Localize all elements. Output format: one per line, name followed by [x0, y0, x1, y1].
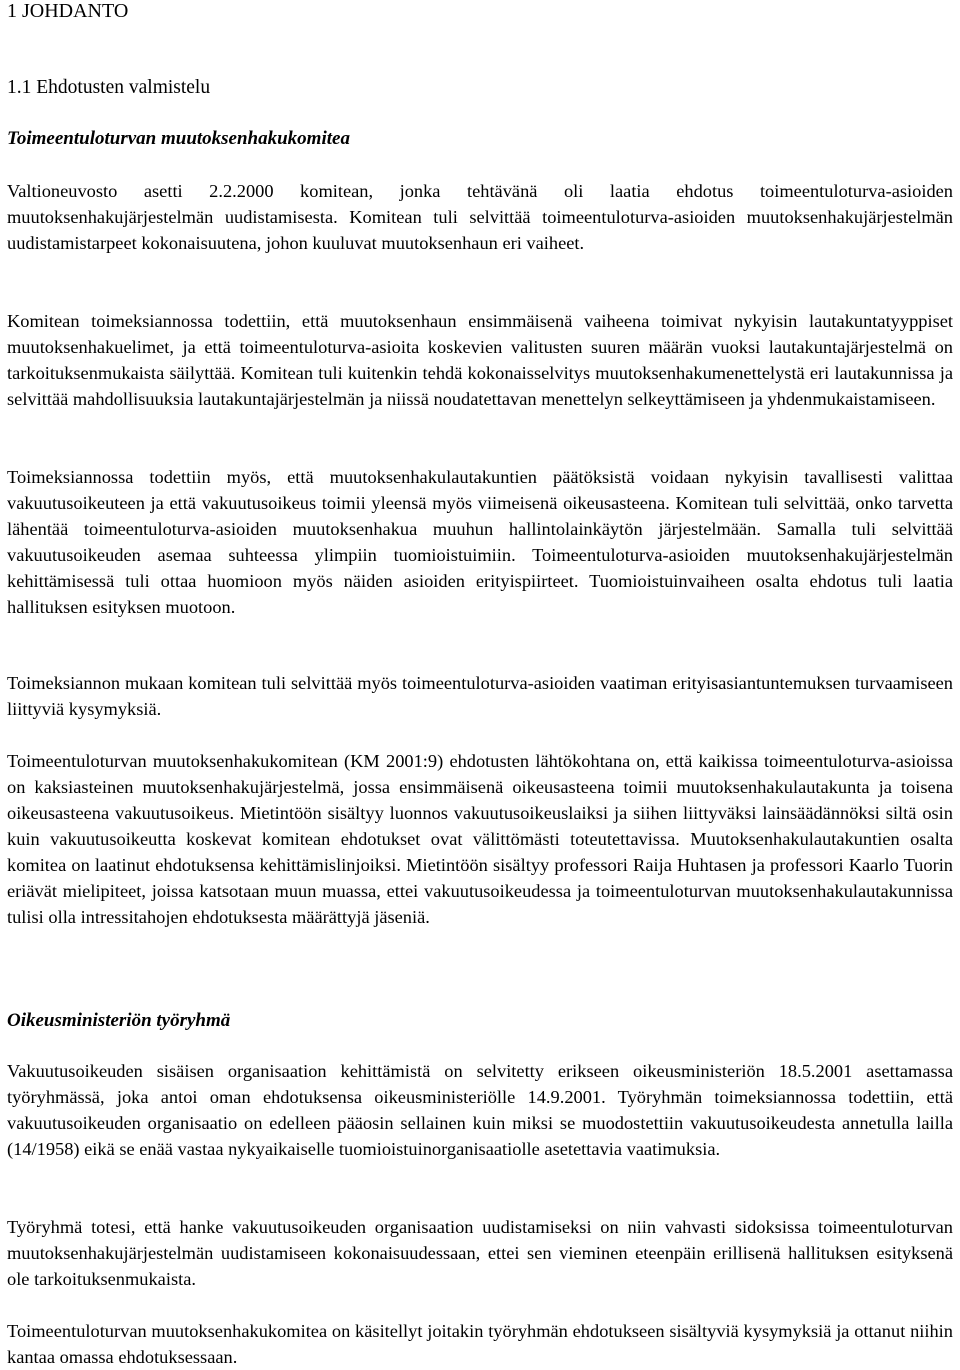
subheading-committee: Toimeentuloturvan muutoksenhakukomitea: [7, 128, 350, 149]
paragraph-5: Toimeentuloturvan muutoksenhakukomitean (KM 2001:9) ehdotusten lähtökohtana on, että kaikissa toimeentuloturva-asioissa on kaksiasteinen muutoksenhakujärjestelmä, jossa ensimmäisenä oikeusasteena toimii muutoksenhakulautakunta ja toisena oikeusasteena vakuutusoikeus. Mietintöön sisältyy luonnos vakuutusoikeuslaiksi ja siihen liittyväksi lainsäädännöksi siltä osin kuin vakuutusoikeutta koskevat komitean ehdotukset ovat välittömästi toteutettavissa. Muutoksenhakulautakuntien osalta komitea on laatinut ehdotuksensa kehittämislinjoiksi. Mietintöön sisältyy professori Raija Huhtasen ja professori Kaarlo Tuorin eriävät mielipiteet, joissa katsotaan muun muassa, ettei vakuutusoikeudessa ja toimeentuloturvan muutoksenhakulautakunnissa tulisi olla intressitahojen ehdotuksesta määrättyjä jäseniä.: [7, 751, 953, 927]
paragraph-3: Toimeksiannossa todettiin myös, että muutoksenhakulautakuntien päätöksistä voidaan nykyisin tavallisesti valittaa vakuutusoikeuteen ja että vakuutusoikeus toimii yleensä myös viimeisenä oikeusasteena. Komitean tuli selvittää, onko tarvetta lähentää toimeentuloturva-asioiden muutoksenhakua muuhun hallintolainkäytön järjestelmään. Samalla tuli selvittää vakuutusoikeuden asemaa suhteessa ylimpiin tuomioistuimiin. Toimeentuloturva-asioiden muutoksenhakujärjestelmän kehittämisessä tuli ottaa huomioon myös näiden asioiden erityispiirteet. Tuomioistuinvaiheen osalta ehdotus tuli laatia hallituksen esityksen muotoon.: [7, 467, 953, 617]
paragraph-2: Komitean toimeksiannossa todettiin, että muutoksenhaun ensimmäisenä vaiheena toimivat nykyisin lautakuntatyyppiset muutoksenhakuelimet, ja että toimeentuloturva-asioita koskevien valitusten suuren määrän vuoksi lautakuntajärjestelmä on tarkoituksenmukaista säilyttää. Komitean tuli kuitenkin tehdä kokonaisselvitys muutoksenhakumenettelystä eri lautakunnissa ja selvittää mahdollisuuksia lautakuntajärjestelmän ja niissä noudatettavan menettelyn selkeyttämiseen ja yhdenmukaistamiseen.: [7, 311, 953, 409]
section-heading: 1.1 Ehdotusten valmistelu: [7, 77, 211, 98]
paragraph-1: Valtioneuvosto asetti 2.2.2000 komitean, jonka tehtävänä oli laatia ehdotus toimeentuloturva-asioiden muutoksenhakujärjestelmän uudistamisesta. Komitean tuli selvittää toimeentuloturva-asioiden muutoksenhakujärjestelmän uudistamistarpeet kokonaisuutena, johon kuuluvat muutoksenhaun eri vaiheet.: [7, 181, 953, 253]
paragraph-7: Työryhmä totesi, että hanke vakuutusoikeuden organisaation uudistamiseksi on niin vahvasti sidoksissa toimeentuloturvan muutoksenhakujärjestelmän uudistamiseen kokonaisuudessaan, ettei sen vieminen eteenpäin erillisenä hallituksen esityksenä ole tarkoituksenmukaista.: [7, 1217, 953, 1289]
chapter-heading: 1 JOHDANTO: [7, 0, 129, 22]
paragraph-6: Vakuutusoikeuden sisäisen organisaation kehittämistä on selvitetty erikseen oikeusministeriön 18.5.2001 asettamassa työryhmässä, joka antoi oman ehdotuksensa oikeusministeriölle 14.9.2001. Työryhmän toimeksiannossa todettiin, että vakuutusoikeuden organisaatio on edelleen pääosin sellainen kuin miksi se muodostettiin vakuutusoikeudesta annetulla lailla (14/1958) eikä se enää vastaa nykyaikaiselle tuomioistuinorganisaatiolle asetettavia vaatimuksia.: [7, 1061, 953, 1159]
paragraph-4: Toimeksiannon mukaan komitean tuli selvittää myös toimeentuloturva-asioiden vaatiman erityisasiantuntemuksen turvaamiseen liittyviä kysymyksiä.: [7, 673, 953, 719]
subheading-working-group: Oikeusministeriön työryhmä: [7, 1010, 231, 1031]
paragraph-8: Toimeentuloturvan muutoksenhakukomitea on käsitellyt joitakin työryhmän ehdotukseen sisältyviä kysymyksiä ja ottanut niihin kantaa omassa ehdotuksessaan.: [7, 1321, 953, 1367]
